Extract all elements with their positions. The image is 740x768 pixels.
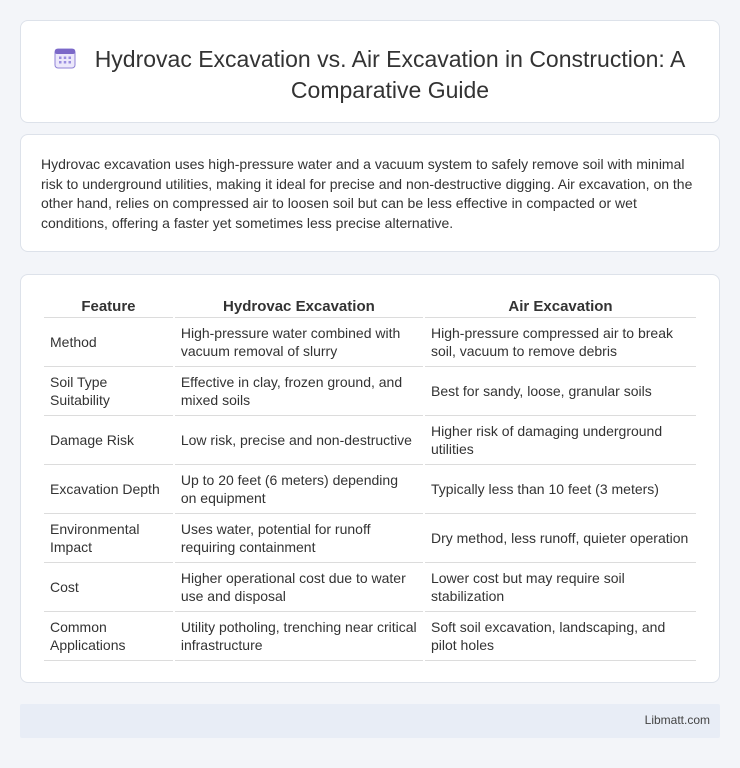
summary-text: Hydrovac excavation uses high-pressure water and a vacuum system to safely remove soil with minimal risk to underground utilities, making it ideal for precise and non-destructive digging. Air excavation, on the other hand, relies on compressed air to loosen soil but can be less effective in compacted or wet conditions, offering a faster yet sometimes less precise alternative. bbox=[41, 156, 693, 231]
hydrovac-cell: Utility potholing, trenching near critical infrastructure bbox=[175, 612, 423, 661]
header-air: Air Excavation bbox=[425, 296, 696, 318]
air-cell: High-pressure compressed air to break soil, vacuum to remove debris bbox=[425, 318, 696, 367]
header-feature: Feature bbox=[44, 296, 173, 318]
comparison-card bbox=[20, 274, 720, 683]
table-row bbox=[44, 563, 696, 612]
page-title: Hydrovac Excavation vs. Air Excavation in Construction: A Comparative Guide bbox=[94, 46, 686, 103]
table-row bbox=[44, 318, 696, 367]
table-row bbox=[44, 514, 696, 563]
feature-cell: Soil Type Suitability bbox=[44, 367, 173, 416]
hydrovac-cell: Low risk, precise and non-destructive bbox=[175, 416, 423, 465]
air-cell: Higher risk of damaging underground utilities bbox=[425, 416, 696, 465]
air-cell: Typically less than 10 feet (3 meters) bbox=[425, 465, 696, 514]
air-cell: Lower cost but may require soil stabilization bbox=[425, 563, 696, 612]
table-row bbox=[44, 367, 696, 416]
table-header-row bbox=[44, 296, 696, 318]
title-card bbox=[20, 20, 720, 123]
air-cell: Best for sandy, loose, granular soils bbox=[425, 367, 696, 416]
hydrovac-cell: High-pressure water combined with vacuum removal of slurry bbox=[175, 318, 423, 367]
table-row bbox=[44, 465, 696, 514]
feature-cell: Common Applications bbox=[44, 612, 173, 661]
feature-cell: Environmental Impact bbox=[44, 514, 173, 563]
hydrovac-cell: Effective in clay, frozen ground, and mixed soils bbox=[175, 367, 423, 416]
footer bbox=[20, 704, 720, 738]
air-cell: Dry method, less runoff, quieter operation bbox=[425, 514, 696, 563]
table-row bbox=[44, 612, 696, 661]
feature-cell: Method bbox=[44, 318, 173, 367]
footer-brand-link[interactable]: Libmatt.com bbox=[644, 713, 710, 727]
comparison-table bbox=[42, 296, 698, 661]
hydrovac-cell: Uses water, potential for runoff requiring containment bbox=[175, 514, 423, 563]
summary-card bbox=[20, 134, 720, 252]
feature-cell: Cost bbox=[44, 563, 173, 612]
feature-cell: Excavation Depth bbox=[44, 465, 173, 514]
air-cell: Soft soil excavation, landscaping, and pilot holes bbox=[425, 612, 696, 661]
feature-cell: Damage Risk bbox=[44, 416, 173, 465]
hydrovac-cell: Higher operational cost due to water use and disposal bbox=[175, 563, 423, 612]
hydrovac-cell: Up to 20 feet (6 meters) depending on equipment bbox=[175, 465, 423, 514]
table-row bbox=[44, 416, 696, 465]
header-hydrovac: Hydrovac Excavation bbox=[175, 296, 423, 318]
